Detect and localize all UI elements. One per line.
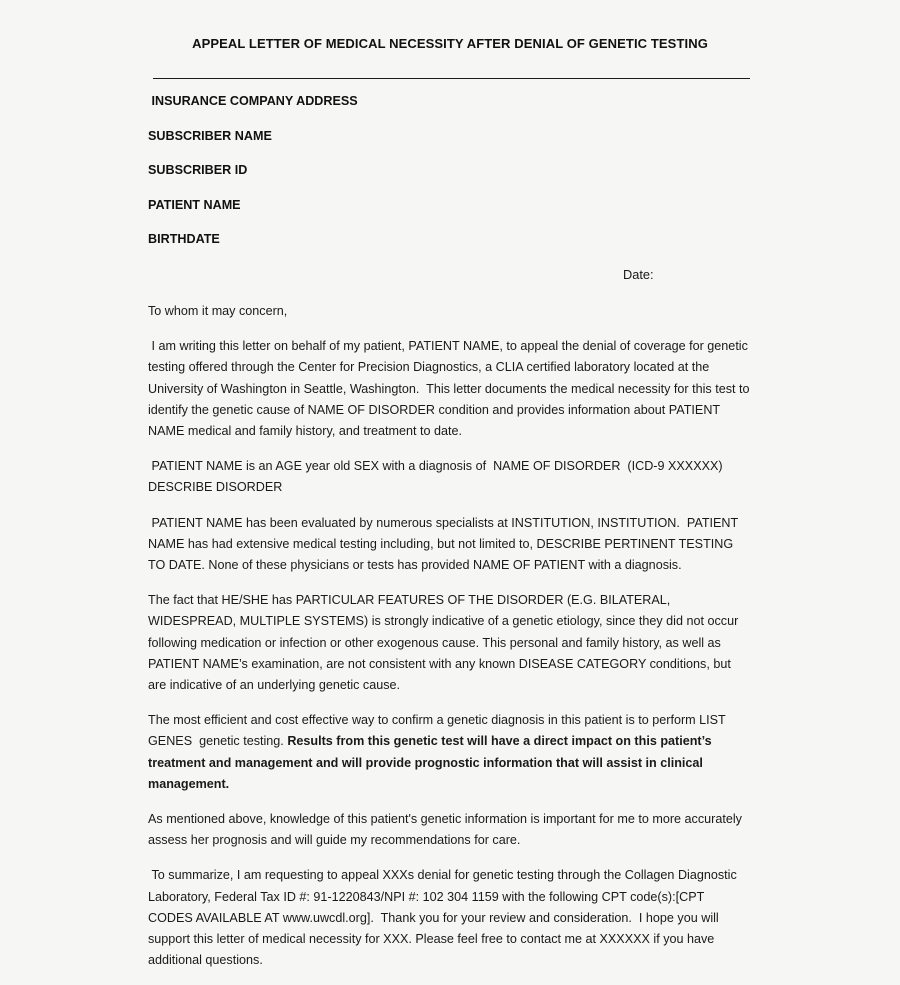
field-birthdate: BIRTHDATE [148,232,220,246]
paragraph-testing-impact-bold: Results from this genetic test will have a direct impact on this patient’s treatment and management and will provide prognostic information that will assist in clinical management. [148,734,712,791]
paragraph-introduction: I am writing this letter on behalf of my patient, PATIENT NAME, to appeal the denial of coverage for genetic testing offered through the Center for Precision Diagnostics, a CLIA certified laboratory located at the University of Washington in Seattle, Washington. This letter documents the medical necessity for this test to identify the genetic cause of NAME OF DISORDER condition and provides information about PATIENT NAME medical and family history, and treatment to date. [148,339,754,439]
field-patient-name: PATIENT NAME [148,197,241,212]
title-divider [153,78,750,79]
paragraph-prognosis: As mentioned above, knowledge of this patient's genetic information is important for me to more accurately assess her prognosis and will guide my recommendations for care. [148,812,742,848]
paragraph-testing-impact [148,710,752,795]
paragraph-genetic-etiology: The fact that HE/SHE has PARTICULAR FEATURES OF THE DISORDER (E.G. BILATERAL, WIDESPREAD, MULTIPLE SYSTEMS) is strongly indicative of a genetic etiology, since they did not occur following medication or infection or other exogenous cause. This personal and family history, as well as PATIENT NAME’s examination, are not consistent with any known DISEASE CATEGORY conditions, but are indicative of an underlying genetic cause. [148,593,739,693]
field-subscriber-id: SUBSCRIBER ID [148,163,248,177]
paragraph-diagnosis: PATIENT NAME is an AGE year old SEX with a diagnosis of NAME OF DISORDER (ICD-9 XXXXXX) DESCRIBE DISORDER [148,459,727,495]
page-title: APPEAL LETTER OF MEDICAL NECESSITY AFTER DENIAL OF GENETIC TESTING [192,36,708,51]
date-row [148,267,752,293]
date-label: Date: [623,267,654,282]
field-insurance-company-address: INSURANCE COMPANY ADDRESS [148,94,358,108]
field-subscriber-name: SUBSCRIBER NAME [148,128,272,143]
paragraph-summary: To summarize, I am requesting to appeal XXXs denial for genetic testing through the Collagen Diagnostic Laboratory, Federal Tax ID #: 91-1220843/NPI #: 102 304 1159 with the following CPT code(s):[CPT CODES AVAILABLE AT www.uwcdl.org]. Thank you for your review and consideration. I hope you will support this letter of medical necessity for XXX. Please feel free to contact me at XXXXXX if you have additional questions. [148,868,741,968]
paragraph-evaluation-history: PATIENT NAME has been evaluated by numerous specialists at INSTITUTION, INSTITUTION. PATIENT NAME has had extensive medical testing including, but not limited to, DESCRIBE PERTINENT TESTING TO DATE. None of these physicians or tests has provided NAME OF PATIENT with a diagnosis. [148,515,742,573]
letter-body [148,94,752,985]
paragraph-testing-impact-normal: The most efficient and cost effective way to confirm a genetic diagnosis in this patient is to perform LIST GENES genetic testing. [148,713,730,749]
salutation: To whom it may concern, [148,304,288,318]
